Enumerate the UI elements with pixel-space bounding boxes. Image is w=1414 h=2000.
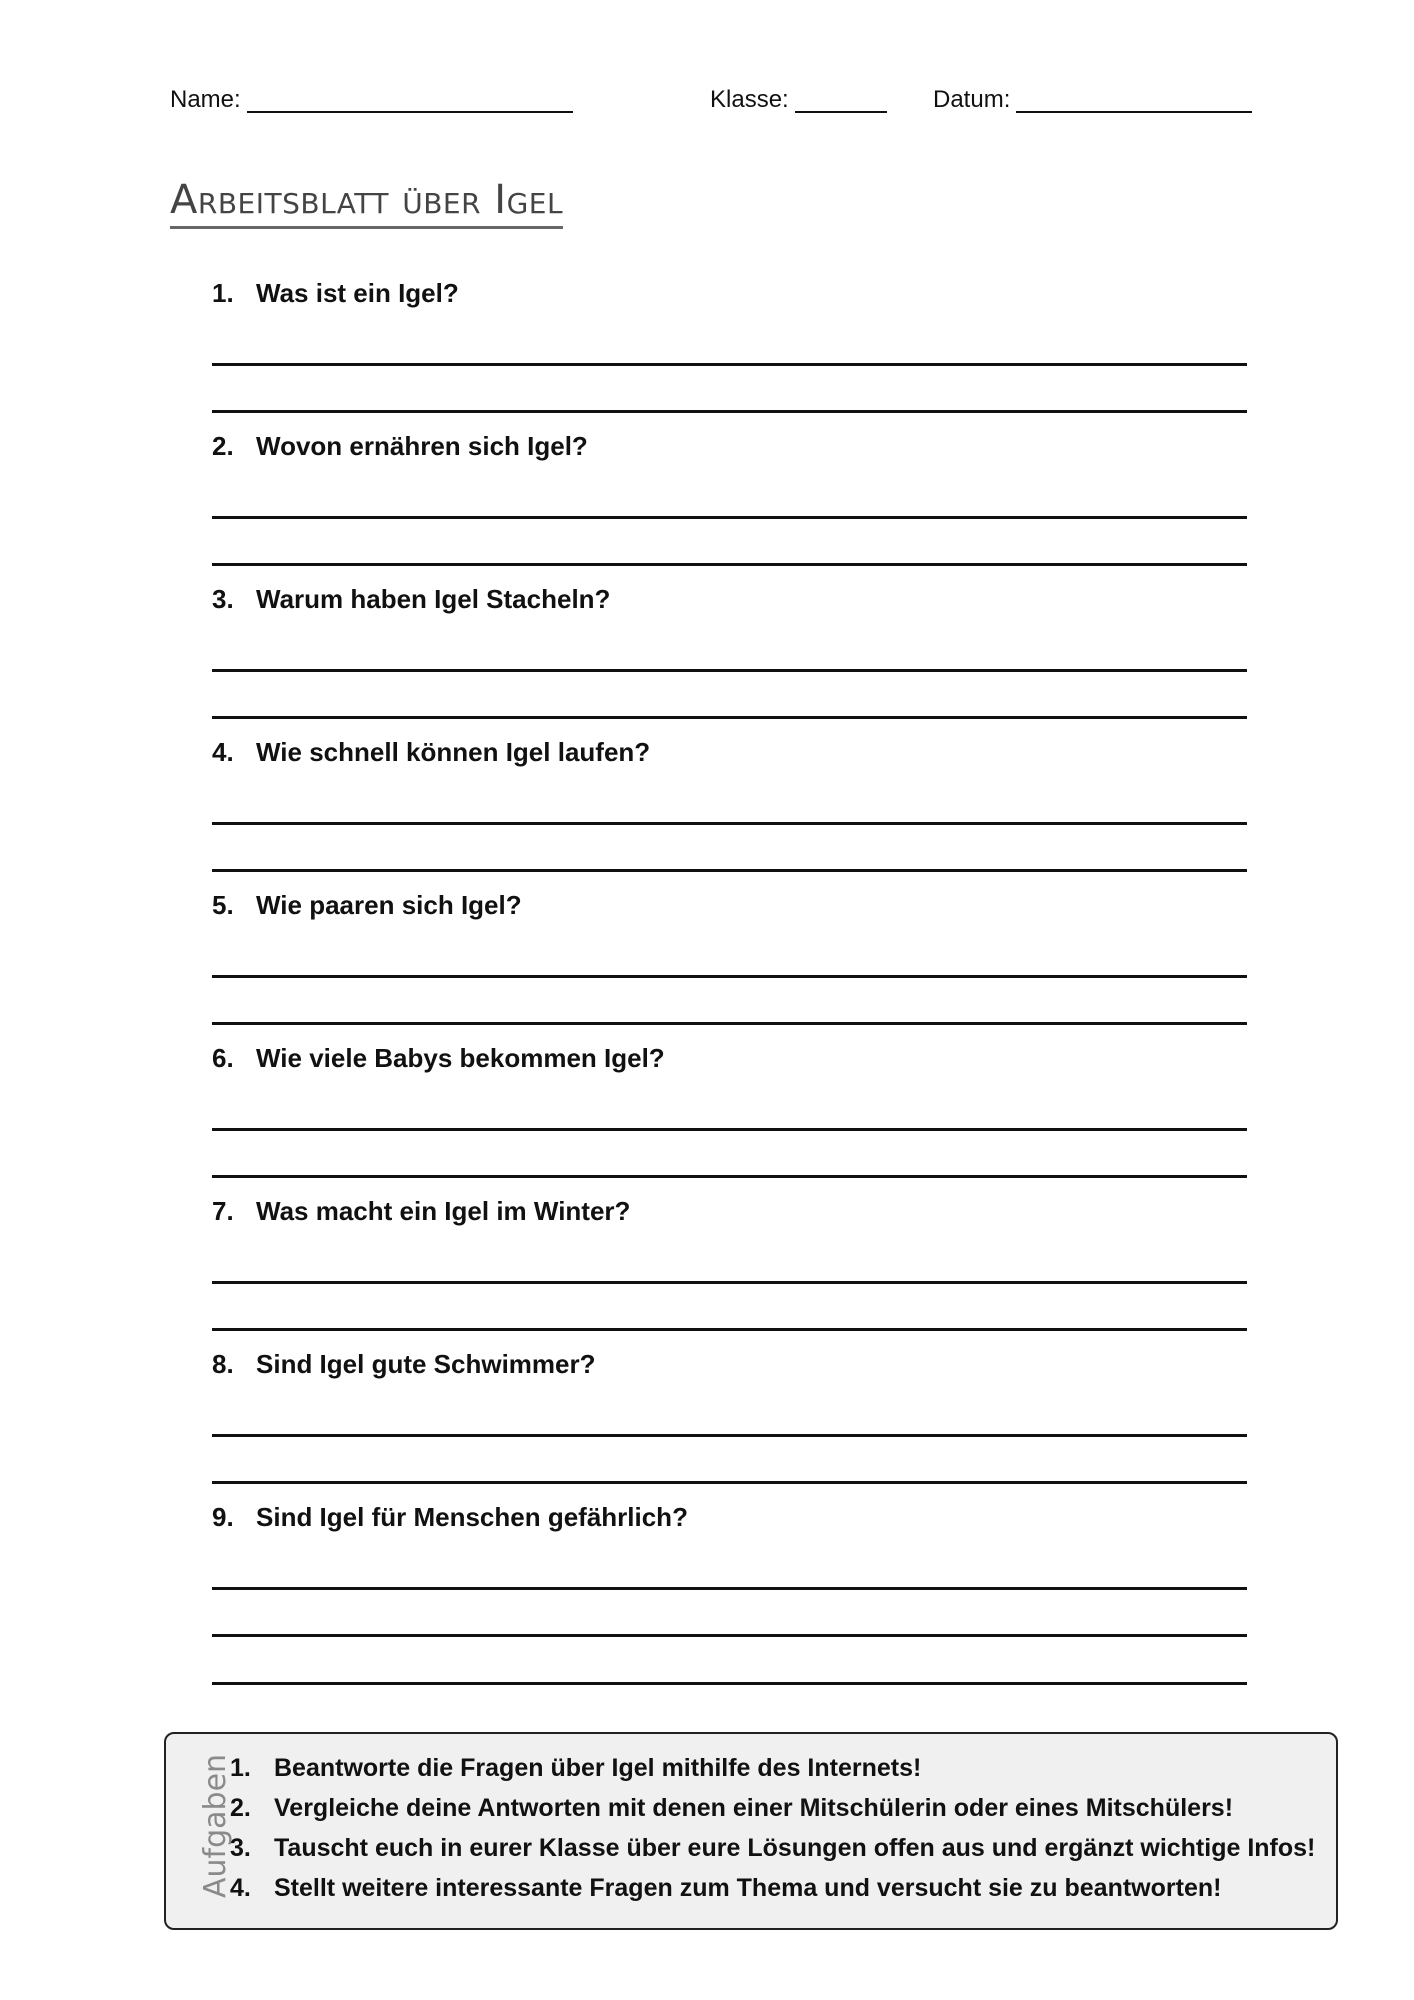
answer-line[interactable] <box>212 563 1247 566</box>
answer-line[interactable] <box>212 363 1247 366</box>
task-number: 3. <box>230 1834 251 1862</box>
task-item <box>230 1788 1315 1828</box>
question-number: 1. <box>212 278 234 308</box>
task-text: Beantworte die Fragen über Igel mithilfe des Internets! <box>274 1754 922 1782</box>
task-text: Tauscht euch in eurer Klasse über eure Lösungen offen aus und ergänzt wichtige Infos! <box>274 1834 1316 1862</box>
question-text: Wovon ernähren sich Igel? <box>256 431 588 461</box>
question-item <box>212 584 1247 737</box>
question-number: 8. <box>212 1349 234 1379</box>
answer-line[interactable] <box>212 869 1247 872</box>
question-text: Sind Igel für Menschen gefährlich? <box>256 1502 688 1532</box>
answer-line[interactable] <box>212 1434 1247 1437</box>
task-text: Stellt weitere interessante Fragen zum Thema und versucht sie zu beantworten! <box>274 1874 1222 1902</box>
answer-line[interactable] <box>212 669 1247 672</box>
answer-line[interactable] <box>212 975 1247 978</box>
task-number: 4. <box>230 1874 251 1902</box>
question-text: Warum haben Igel Stacheln? <box>256 584 611 614</box>
question-number: 5. <box>212 890 234 920</box>
question-text: Wie viele Babys bekommen Igel? <box>256 1043 665 1073</box>
answer-line[interactable] <box>212 1481 1247 1484</box>
task-text: Vergleiche deine Antworten mit denen einer Mitschülerin oder eines Mitschülers! <box>274 1794 1234 1822</box>
task-number: 1. <box>230 1754 251 1782</box>
date-field <box>933 86 1252 114</box>
question-number: 7. <box>212 1196 234 1226</box>
date-label: Datum: <box>933 86 1011 113</box>
answer-line[interactable] <box>212 1175 1247 1178</box>
name-label: Name: <box>170 86 241 113</box>
question-item <box>212 1043 1247 1196</box>
answer-line[interactable] <box>212 1682 1247 1685</box>
question-text: Was macht ein Igel im Winter? <box>256 1196 631 1226</box>
answer-line[interactable] <box>212 1328 1247 1331</box>
question-list <box>212 278 1247 1655</box>
tasks-box <box>164 1732 1338 1930</box>
question-item <box>212 1502 1247 1655</box>
question-item <box>212 737 1247 890</box>
question-number: 6. <box>212 1043 234 1073</box>
class-field <box>710 86 887 114</box>
page-title: Arbeitsblatt über Igel <box>170 180 563 229</box>
task-number: 2. <box>230 1794 251 1822</box>
answer-line[interactable] <box>212 410 1247 413</box>
task-item <box>230 1748 1315 1788</box>
question-number: 2. <box>212 431 234 461</box>
answer-line[interactable] <box>212 1634 1247 1637</box>
answer-line[interactable] <box>212 1022 1247 1025</box>
question-text: Sind Igel gute Schwimmer? <box>256 1349 596 1379</box>
question-number: 3. <box>212 584 234 614</box>
question-item <box>212 278 1247 431</box>
question-item <box>212 1349 1247 1502</box>
answer-line[interactable] <box>212 1281 1247 1284</box>
question-item <box>212 890 1247 1043</box>
answer-line[interactable] <box>212 1587 1247 1590</box>
question-item <box>212 431 1247 584</box>
question-text: Wie schnell können Igel laufen? <box>256 737 651 767</box>
name-input-line[interactable] <box>247 87 573 113</box>
class-label: Klasse: <box>710 86 789 113</box>
answer-line[interactable] <box>212 716 1247 719</box>
answer-line[interactable] <box>212 516 1247 519</box>
answer-line[interactable] <box>212 1128 1247 1131</box>
task-list <box>230 1748 1315 1908</box>
question-number: 4. <box>212 737 234 767</box>
question-item <box>212 1196 1247 1349</box>
date-input-line[interactable] <box>1016 87 1252 113</box>
question-text: Was ist ein Igel? <box>256 278 459 308</box>
name-field <box>170 86 573 114</box>
question-text: Wie paaren sich Igel? <box>256 890 522 920</box>
task-item <box>230 1868 1315 1908</box>
question-number: 9. <box>212 1502 234 1532</box>
worksheet-header <box>170 86 1270 116</box>
class-input-line[interactable] <box>795 87 887 113</box>
tasks-side-label: Aufgaben <box>198 1753 233 1898</box>
task-item <box>230 1828 1315 1868</box>
answer-line[interactable] <box>212 822 1247 825</box>
